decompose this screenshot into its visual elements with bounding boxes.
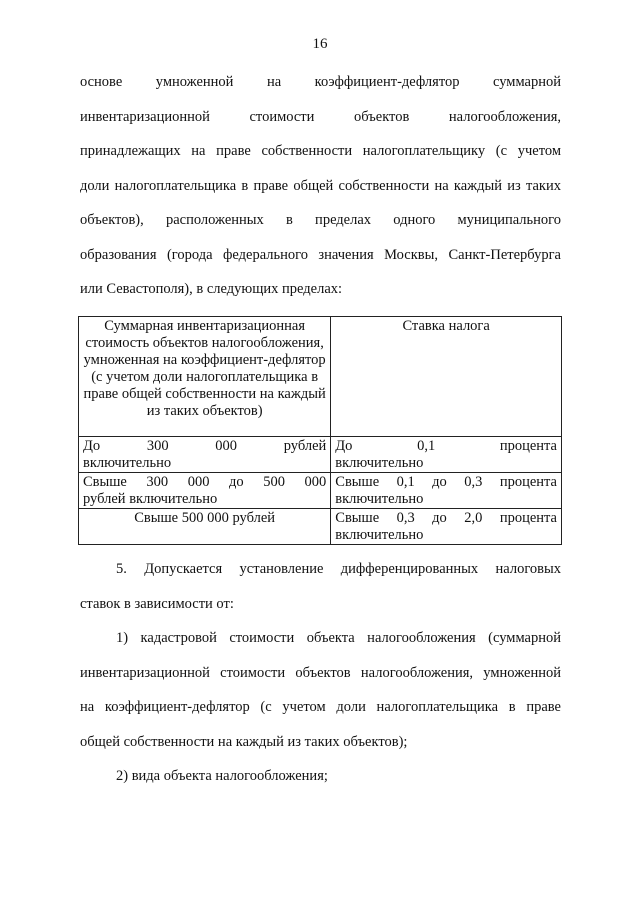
rate-text: включительно xyxy=(335,455,424,471)
subitem-2-line: 2) вида объекта налогообложения; xyxy=(116,768,328,784)
range-text: Свыше 500 000 рублей xyxy=(134,510,276,526)
range-text: До 300 000 рублей xyxy=(83,438,327,454)
subitem-1-line: 1) кадастровой стоимости объекта налогообложения (суммарной xyxy=(116,630,561,646)
rate-text: До 0,1 процента xyxy=(335,438,557,454)
subitem-1-paragraph xyxy=(80,621,561,759)
intro-paragraph xyxy=(80,65,561,307)
intro-line: принадлежащих на праве собственности налогоплательщику (с учетом xyxy=(80,143,561,159)
table-row xyxy=(79,473,562,509)
item-5-paragraph xyxy=(80,552,561,621)
rate-cell xyxy=(331,509,562,545)
rate-text: включительно xyxy=(335,491,424,507)
header-cell-rate: Ставка налога xyxy=(331,317,562,437)
table-row xyxy=(79,509,562,545)
item-5-line: 5. Допускается установление дифференцированных налоговых xyxy=(116,561,561,577)
range-cell xyxy=(79,437,331,473)
subitem-1-line: инвентаризационной стоимости объектов налогообложения, умноженной xyxy=(80,664,561,681)
item-5-line: ставок в зависимости от: xyxy=(80,595,234,612)
subitem-2-paragraph xyxy=(80,759,561,794)
intro-line: инвентаризационной стоимости объектов налогообложения, xyxy=(80,108,561,125)
rate-cell xyxy=(331,437,562,473)
rate-cell xyxy=(331,473,562,509)
subitem-1-line: общей собственности на каждый из таких объектов); xyxy=(80,733,408,750)
intro-line: или Севастополя), в следующих пределах: xyxy=(80,281,343,297)
rate-text: Свыше 0,1 до 0,3 процента xyxy=(335,474,557,490)
table-header-row xyxy=(79,317,562,437)
range-text: рублей включительно xyxy=(83,491,218,507)
subitem-1-line: на коэффициент-дефлятор (с учетом доли налогоплательщика в праве xyxy=(80,699,561,715)
intro-line: образования (города федерального значения Москвы, Санкт-Петербурга xyxy=(80,246,561,263)
page-number: 16 xyxy=(312,36,328,52)
table-row xyxy=(79,437,562,473)
intro-line: основе умноженной на коэффициент-дефлятор суммарной xyxy=(80,74,561,90)
rate-text: включительно xyxy=(335,527,424,543)
range-cell xyxy=(79,509,331,545)
range-text: Свыше 300 000 до 500 000 xyxy=(83,474,327,490)
header-cell-value: Суммарная инвентаризационная стоимость объектов налогообложения, умноженная на коэффициент-дефлятор (с учетом доли налогоплательщика в праве общей собственности на каждый из таких объектов) xyxy=(79,317,331,437)
intro-line: доли налогоплательщика в праве общей собственности на каждый из таких xyxy=(80,177,561,194)
tax-rate-table xyxy=(78,316,562,545)
range-cell xyxy=(79,473,331,509)
rate-text: Свыше 0,3 до 2,0 процента xyxy=(335,510,557,526)
range-text: включительно xyxy=(83,455,172,471)
intro-line: объектов), расположенных в пределах одного муниципального xyxy=(80,212,561,228)
